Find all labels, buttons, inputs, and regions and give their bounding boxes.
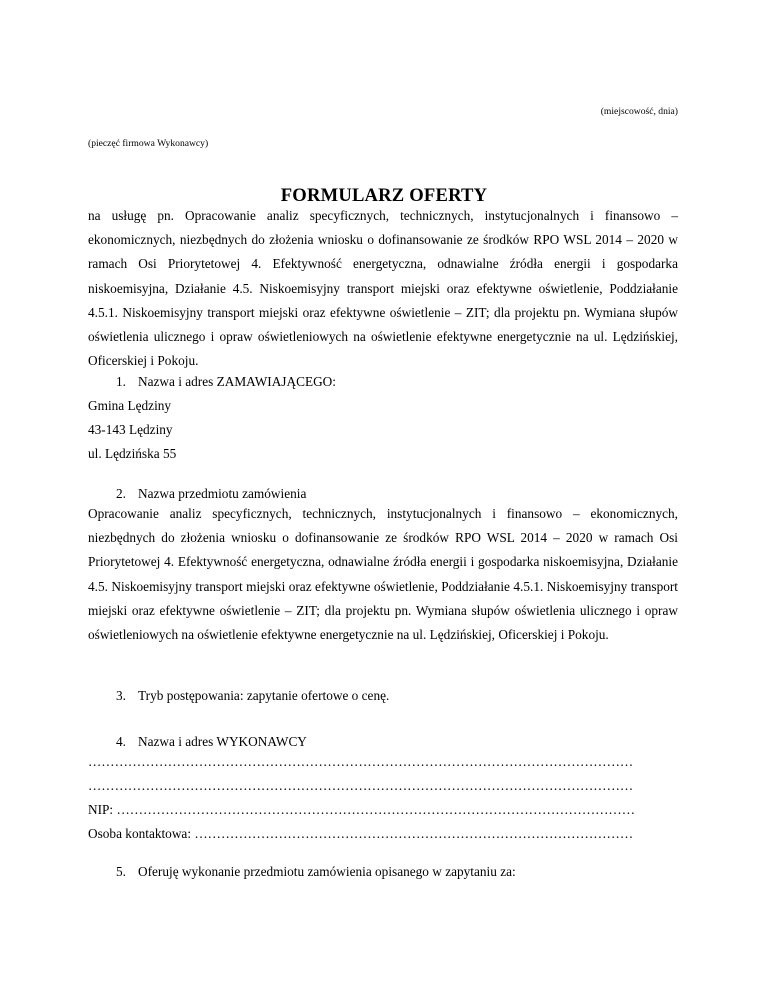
section-4-number: 4. <box>116 734 126 749</box>
address-line: Gmina Lędziny <box>88 398 172 413</box>
contractor-fill-lines <box>88 750 678 846</box>
section-4-heading <box>116 732 307 752</box>
intro-paragraph: na usługę pn. Opracowanie analiz specyficznych, technicznych, instytucjonalnych i finansowo – ekonomicznych, niezbędnych do złożenia wniosku o dofinansowanie ze środków RPO WSL 2014 – 2020 w ramach Osi Priorytetowej 4. Efektywność energetyczna, odnawialne źródła energii i gospodarka niskoemisyjna, Działanie 4.5. Niskoemisyjny transport miejski oraz efektywne oświetlenie, Poddziałanie 4.5.1. Niskoemisyjny transport miejski oraz efektywne oświetlenie – ZIT; dla projektu pn. Wymiana słupów oświetlenia ulicznego i opraw oświetleniowych na oświetlenie efektywne energetycznie na ul. Lędzińskiej, Oficerskiej i Pokoju. <box>88 208 678 369</box>
nip-line: NIP: ……………………………………………………………………………………………………… <box>88 802 636 817</box>
section-2-title: Nazwa przedmiotu zamówienia <box>138 486 307 501</box>
section-3-heading <box>116 686 389 706</box>
section-4-title: Nazwa i adres WYKONAWCY <box>138 734 307 749</box>
company-stamp-label: (pieczęć firmowa Wykonawcy) <box>88 138 209 149</box>
section-2-number: 2. <box>116 486 126 501</box>
section-1-heading <box>116 372 336 392</box>
contracting-authority-address <box>88 394 678 466</box>
section-2-heading <box>116 484 306 504</box>
section-3-title: Tryb postępowania: zapytanie ofertowe o cenę. <box>138 688 390 703</box>
contractor-address-line: …………………………………………………………………………………………………………… <box>88 778 634 793</box>
place-date-label: (miejscowość, dnia) <box>600 106 678 117</box>
address-line: ul. Lędzińska 55 <box>88 446 177 461</box>
section-5-title: Oferuję wykonanie przedmiotu zamówienia opisanego w zapytaniu za: <box>138 864 516 879</box>
section-1-title: Nazwa i adres ZAMAWIAJĄCEGO: <box>138 374 336 389</box>
contractor-name-line: …………………………………………………………………………………………………………… <box>88 754 634 769</box>
section-1-number: 1. <box>116 374 126 389</box>
contact-person-line: Osoba kontaktowa: ……………………………………………………………………………………… <box>88 826 634 841</box>
address-line: 43-143 Lędziny <box>88 422 173 437</box>
subject-paragraph: Opracowanie analiz specyficznych, technicznych, instytucjonalnych i finansowo – ekonomicznych, niezbędnych do złożenia wniosku o dofinansowanie ze środków RPO WSL 2014 – 2020 w ramach Osi Priorytetowej 4. Efektywność energetyczna, odnawialne źródła energii i gospodarka niskoemisyjna, Działanie 4.5. Niskoemisyjny transport miejski oraz efektywne oświetlenie, Poddziałanie 4.5.1. Niskoemisyjny transport miejski oraz efektywne oświetlenie – ZIT; dla projektu pn. Wymiana słupów oświetlenia ulicznego i opraw oświetleniowych na oświetlenie efektywne energetycznie na ul. Lędzińskiej, Oficerskiej i Pokoju. <box>88 506 678 643</box>
section-5-heading <box>116 862 516 882</box>
section-3-number: 3. <box>116 688 126 703</box>
section-5-number: 5. <box>116 864 126 879</box>
page-title: FORMULARZ OFERTY <box>280 185 488 206</box>
